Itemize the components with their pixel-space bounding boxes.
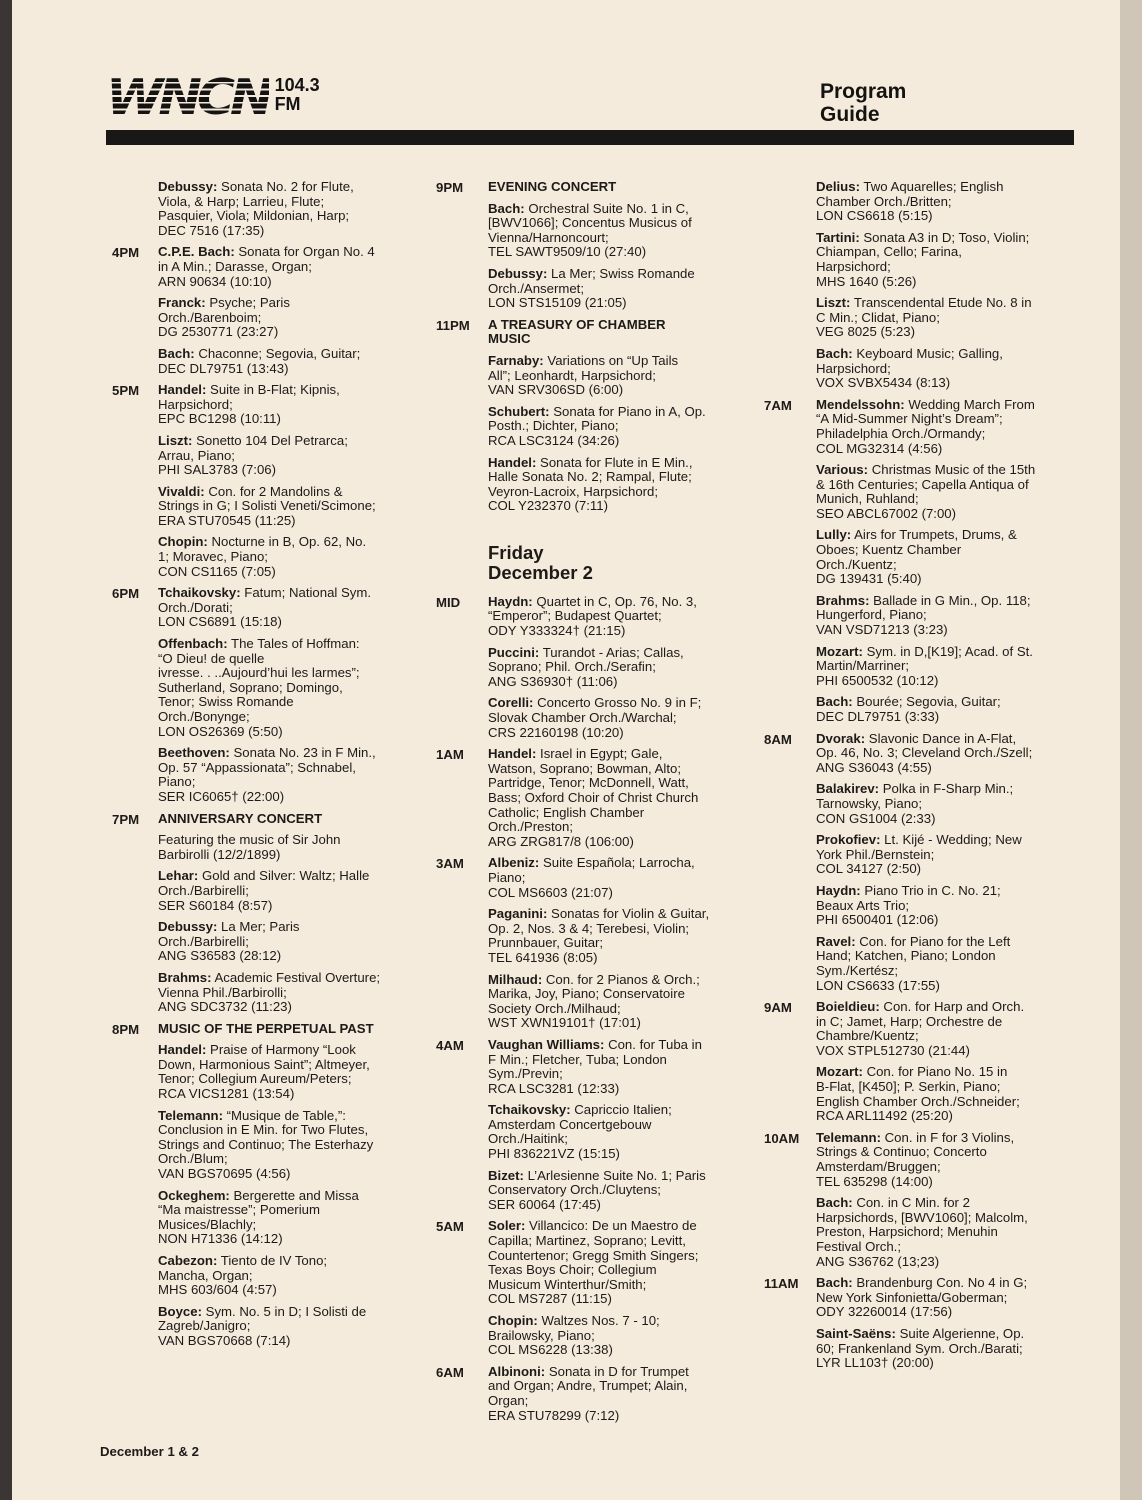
slot-entries [158,383,422,586]
listing-entry [816,645,1074,689]
composer: Dvorak: [816,730,866,746]
time-slot [436,318,752,521]
listing-details: Praise of Harmony “Look Down, Harmonious Saint”; Altmeyer, Tenor; Collegium Aureum/Peters; RCA VICS1281 (13:54) [158,1042,370,1102]
listing-entry [158,833,422,862]
time-label: 7AM [764,397,792,413]
listing-details: Turandot - Arias; Callas, Soprano; Phil. Orch./Serafin; ANG S36930† (11:06) [488,644,684,689]
time-label: 8AM [764,731,792,747]
listing-details: Slavonic Dance in A-Flat, Op. 46, No. 3; Cleveland Orch./Szell; ANG S36043 (4:55) [816,730,1033,775]
composer: Bach: [816,1275,853,1291]
time-slot [436,747,752,856]
time-label: 6PM [112,586,140,602]
listing-details: Sonata A3 in D; Toso, Violin; Chiampan, Cello; Farina, Harpsichord; MHS 1640 (5:26) [816,229,1030,289]
listing-details: Sonata No. 2 for Flute, Viola, & Harp; Larrieu, Flute; Pasquier, Viola; Mildonian, Harp; DEC 7516 (17:35) [158,179,354,238]
listing-details: Bergerette and Missa “Ma maistresse”; Pomerium Musices/Blachly; NON H71336 (14:12) [158,1187,359,1247]
time-slot [764,180,1074,398]
composer: Bach: [158,345,195,361]
listing-entry [488,1169,752,1213]
slot-entries [816,398,1074,732]
listing-entry [816,833,1074,877]
logo-frequency [275,76,320,114]
listing-details: Con. for 2 Pianos & Orch.; Marika, Joy, Piano; Conservatoire Society Orch./Milhaud; WST XWN19101† (17:01) [488,971,700,1031]
composer: Chopin: [158,534,208,550]
composer: Debussy: [158,919,218,935]
listing-details: Sonata in D for Trumpet and Organ; Andre, Trumpet; Alain, Organ; ERA STU78299 (7:12) [488,1363,689,1423]
listing-entry [488,202,752,260]
listing-details: Piano Trio in C. No. 21; Beaux Arts Trio; PHI 6500401 (12:06) [816,882,1001,928]
composer: Handel: [488,746,537,762]
listing-entry [158,245,422,289]
slot-entries [158,1022,422,1356]
slot-entries [488,747,752,856]
composer: Soler: [488,1218,526,1234]
program-title: ANNIVERSARY CONCERT [158,810,323,826]
time-slot [112,586,422,811]
listing-details: Con. for Harp and Orch. in C; Jamet, Harp; Orchestre de Chambre/Kuentz; VOX STPL512730 (21:44) [816,999,1025,1058]
composer: Cabezon: [158,1253,218,1268]
slot-entries [488,180,752,318]
listing-entry [816,1065,1074,1123]
composer: Lehar: [158,868,199,884]
listing-entry [816,782,1074,826]
listing-entry [488,267,752,311]
program-title: MUSIC OF THE PERPETUAL PAST [158,1020,374,1036]
listing-entry [158,1254,422,1298]
composer: Schubert: [488,403,550,419]
time-label: 1AM [436,747,464,763]
listing-details: Con. for Piano for the Left Hand; Katchen, Piano; London Sym./Kertész; LON CS6633 (17:55) [816,933,1011,993]
time-slot [112,245,422,383]
listing-entry [158,1043,422,1101]
listing-entry [488,595,752,639]
composer: Debussy: [488,265,548,281]
listing-details: Variations on “Up Tails All”; Leonhardt, Harpsichord; VAN SRV306SD (6:00) [488,352,679,398]
time-label: 11AM [764,1276,799,1292]
time-label: 9PM [436,180,464,195]
composer: Farnaby: [488,352,544,368]
listing-entry [488,354,752,398]
composer: Brahms: [158,969,212,985]
frequency: 104.3 [274,75,320,95]
time-slot [764,732,1074,1001]
page-edge [1120,0,1142,1500]
composer: Brahms: [816,592,870,608]
listing-details: L’Arlesienne Suite No. 1; Paris Conservatory Orch./Cluytens; SER 60064 (17:45) [488,1167,706,1212]
composer: Bach: [488,200,525,216]
page-title [820,80,906,126]
time-slot [764,398,1074,732]
listing-details: Sym. No. 5 in D; I Solisti de Zagreb/Janigro; VAN BGS70668 (7:14) [158,1303,367,1348]
composer: Vivaldi: [158,483,205,499]
composer: Bizet: [488,1167,524,1183]
composer: C.P.E. Bach: [158,244,235,260]
listing-entry [816,347,1074,391]
time-label: 4AM [436,1037,464,1053]
listing-details: The Tales of Hoffman: “O Dieu! de quelle ivresse. . ..Aujourd’hui les larmes”; Sutherland, Soprano; Domingo, Tenor; Swiss Romande Orch./Bonynge; LON OS26369 (5:50) [158,636,360,739]
logo-word: WNCN [106,69,269,127]
header-rule [106,130,1074,145]
composer: Tchaikovsky: [488,1102,571,1118]
footer-date: December 1 & 2 [100,1444,199,1459]
listing-details: Polka in F-Sharp Min.; Tarnowsky, Piano; CON GS1004 (2:33) [816,781,1014,826]
time-label: 4PM [112,245,140,261]
listing-details: La Mer; Paris Orch./Barbirelli; ANG S36583 (28:12) [158,919,300,964]
listing-entry [158,296,422,340]
listing-entry [158,180,422,238]
listing-details: Tiento de IV Tono; Mancha, Organ; MHS 603/604 (4:57) [158,1253,328,1298]
composer: Bach: [816,1195,853,1211]
listing-details: Con. for 2 Mandolins & Strings in G; I Solisti Veneti/Scimone; ERA STU70545 (11:25) [158,483,376,528]
listing-details: Sym. in D,[K19]; Acad. of St. Martin/Marriner; PHI 6500532 (10:12) [816,643,1033,688]
listing-entry [158,1109,422,1182]
composer: Boieldieu: [816,999,880,1015]
listing-details: Con. in C Min. for 2 Harpsichords, [BWV1060]; Malcolm, Preston, Harpsichord; Menuhin Festival Orch.; ANG S36762 (13;23) [816,1195,1028,1269]
listing-details: Wedding March From “A Mid-Summer Night’s Dream”; Philadelphia Orch./Ormandy; COL MG32314 (4:56) [816,396,1035,456]
band: FM [274,94,301,114]
composer: Lully: [816,527,852,543]
listing-details: Fatum; National Sym. Orch./Dorati; LON CS6891 (15:18) [158,585,372,630]
listing-details: Capriccio Italien; Amsterdam Concertgebouw Orch./Haitink; PHI 836221VZ (15:15) [488,1102,672,1162]
composer: Handel: [158,382,207,398]
time-label: 3AM [436,856,464,872]
composer: Handel: [158,1042,207,1058]
slot-entries [816,180,1074,398]
listing-details: Gold and Silver: Waltz; Halle Orch./Barbirelli; SER S60184 (8:57) [158,868,370,913]
time-label: 11PM [436,317,470,333]
slot-entries [488,1038,752,1220]
listing-entry [816,180,1074,224]
listing-entry [158,485,422,529]
listing-details: Sonetto 104 Del Petrarca; Arrau, Piano; PHI SAL3783 (7:06) [158,432,348,478]
listing-details: Ballade in G Min., Op. 118; Hungerford, Piano; VAN VSD71213 (3:23) [816,592,1031,638]
composer: Corelli: [488,695,534,711]
listing-entry [488,1038,752,1096]
listing-details: Sonata for Flute in E Min., Halle Sonata No. 2; Rampal, Flute; Veyron-Lacroix, Harpsichord; COL Y232370 (7:11) [488,454,693,514]
listing-details: Lt. Kijé - Wedding; New York Phil./Bernstein; COL 34127 (2:50) [816,832,1022,877]
listing-details: “Musique de Table,”: Conclusion in E Min. for Two Flutes, Strings and Continuo; The Esterhazy Orch./Blum; VAN BGS70695 (4:56) [158,1107,374,1182]
composer: Chopin: [488,1313,538,1328]
composer: Delius: [816,179,860,194]
time-slot [764,1000,1074,1131]
composer: Haydn: [816,882,861,898]
listing-details: Villancico: De un Maestro de Capilla; Martinez, Soprano; Levitt, Countertenor; Gregg Smith Singers; Texas Boys Choir; Collegium Musicum Winterthur/Smith; COL MS7287 (11:15) [488,1218,699,1307]
column-3 [764,180,1074,1378]
composer: Milhaud: [488,971,543,987]
title-line-1: Program [820,80,907,103]
slot-entries [816,1276,1074,1378]
time-slot [112,180,422,245]
slot-entries [158,586,422,811]
listing-details: La Mer; Swiss Romande Orch./Ansermet; LON STS15109 (21:05) [488,265,695,311]
time-slot [436,1219,752,1364]
listing-details: Brandenburg Con. No 4 in G; New York Sinfonietta/Goberman; ODY 32260014 (17:56) [816,1275,1028,1320]
composer: Beethoven: [158,745,230,761]
composer: Mozart: [816,1064,863,1080]
listing-entry [488,1314,752,1358]
listing-entry [488,1219,752,1307]
listing-entry [816,398,1074,456]
composer: Liszt: [158,432,193,448]
listing-entry [488,907,752,965]
listing-details: Suite in B-Flat; Kipnis, Harpsichord; EPC BC1298 (10:11) [158,382,340,427]
listing-entry [158,869,422,913]
composer: Franck: [158,295,206,311]
slot-entries [158,245,422,383]
composer: Ockeghem: [158,1187,230,1203]
listing-details: Academic Festival Overture; Vienna Phil./Barbirolli; ANG SDC3732 (11:23) [158,969,381,1015]
slot-entries [488,318,752,521]
listing-entry [488,1365,752,1423]
time-slot [436,1038,752,1220]
composer: Prokofiev: [816,832,881,848]
listing-entry [488,405,752,449]
listing-details: Con. for Piano No. 15 in B-Flat, [K450]; P. Serkin, Piano; English Chamber Orch./Schneider; RCA ARL11492 (25:20) [816,1064,1020,1124]
listing-entry [158,347,422,376]
time-slot [436,180,752,318]
composer: Ravel: [816,933,856,949]
listing-entry [816,463,1074,521]
listing-entry [816,884,1074,928]
listing-details: Suite Algerienne, Op. 60; Frankenland Sym. Orch./Barati; LYR LL103† (20:00) [816,1325,1025,1371]
listing-details: Sonata No. 23 in F Min., Op. 57 “Appassionata”; Schnabel, Piano; SER IC6065† (22:00) [158,745,376,804]
listing-entry [816,1131,1074,1189]
day-heading: Friday December 2 [488,541,593,583]
slot-entries [816,732,1074,1001]
composer: Mozart: [816,643,863,659]
listing-details: Transcendental Etude No. 8 in C Min.; Clidat, Piano; VEG 8025 (5:23) [816,295,1032,340]
listing-details: Bourée; Segovia, Guitar; DEC DL79751 (3:33) [816,694,1001,724]
composer: Saint-Saëns: [816,1325,896,1341]
listing-entry [488,747,752,849]
listing-entry [816,1327,1074,1371]
time-label: 7PM [112,811,140,827]
time-slot [764,1131,1074,1276]
listing-details: Israel in Egypt; Gale, Watson, Soprano; Bowman, Alto; Partridge, Tenor; McDonnell, Watt, Bass; Oxford Choir of Christ Church Catholic; English Chamber Orch./Preston; ARG ZRG817/8 (106:00) [488,746,699,849]
composer: Bach: [816,694,853,710]
time-label: 6AM [436,1364,464,1380]
listing-entry [158,1189,422,1247]
listing-details: Sonatas for Violin & Guitar, Op. 2, Nos. 3 & 4; Terebesi, Violin; Prunnbauer, Guitar; TEL 641936 (8:05) [488,906,710,965]
slot-entries [158,180,422,245]
listing-entry [158,746,422,804]
listing-details: Con. in F for 3 Violins, Strings & Continuo; Concerto Amsterdam/Bruggen; TEL 635298 (14:00) [816,1129,1015,1189]
listing-details: Sonata for Piano in A, Op. Posth.; Dichter, Piano; RCA LSC3124 (34:26) [488,403,706,448]
composer: Boyce: [158,1303,202,1319]
listing-details: Orchestral Suite No. 1 in C, [BWV1066]; Concentus Musicus of Vienna/Harnoncourt; TEL SAWT9509/10 (27:40) [488,200,692,260]
time-label: 10AM [764,1130,800,1146]
title-line-2: Guide [820,103,880,126]
listing-entry [158,1305,422,1349]
composer: Telemann: [816,1129,881,1145]
listing-details: Featuring the music of Sir John Barbirolli (12/2/1899) [158,832,341,862]
composer: Balakirev: [816,781,880,797]
listing-details: Suite Española; Larrocha, Piano; COL MS6603 (21:07) [488,855,695,900]
time-slot [764,1276,1074,1378]
listing-entry [158,434,422,478]
listing-entry [158,383,422,427]
listing-entry [488,456,752,514]
time-label: 9AM [764,1000,792,1016]
listing-entry [816,1276,1074,1320]
time-slot [112,1022,422,1356]
listing-entry [816,732,1074,776]
listing-entry [816,528,1074,586]
listing-details: Airs for Trumpets, Drums, & Oboes; Kuentz Chamber Orch./Kuentz; DG 139431 (5:40) [816,527,1017,587]
time-slot [436,595,752,747]
slot-entries [158,812,422,1022]
slot-entries [488,1219,752,1364]
listing-details: Chaconne; Segovia, Guitar; DEC DL79751 (13:43) [158,345,361,376]
listing-entry [488,696,752,740]
time-slot [112,812,422,1022]
listing-entry [488,856,752,900]
time-label [764,180,816,181]
listing-entry [158,971,422,1015]
program-title: EVENING CONCERT [488,179,617,194]
listing-details: Keyboard Music; Galling, Harpsichord; VOX SVBX5434 (8:13) [816,345,1003,391]
listing-entry [158,637,422,739]
listing-entry [488,1103,752,1161]
listing-details: Concerto Grosso No. 9 in F; Slovak Chamber Orch./Warchal; CRS 22160198 (10:20) [488,695,702,740]
listing-details: Nocturne in B, Op. 62, No. 1; Moravec, Piano; CON CS1165 (7:05) [158,534,367,579]
program-title: A TREASURY OF CHAMBER MUSIC [488,316,666,347]
composer: Telemann: [158,1107,223,1123]
time-label: 5PM [112,383,140,399]
slot-entries [488,1365,752,1430]
listing-entry [158,586,422,630]
time-slot [436,856,752,1038]
composer: Mendelssohn: [816,396,905,412]
listing-entry [816,594,1074,638]
composer: Albinoni: [488,1363,546,1379]
time-label [112,180,158,181]
time-label: MID [436,594,461,610]
listing-entry [816,1000,1074,1058]
listing-entry [488,646,752,690]
slot-entries [488,595,752,747]
listing-entry [158,535,422,579]
time-label: 5AM [436,1219,464,1235]
listing-details: Waltzes Nos. 7 - 10; Brailowsky, Piano; COL MS6228 (13:38) [488,1313,660,1358]
composer: Various: [816,462,869,478]
slot-entries [816,1131,1074,1276]
composer: Puccini: [488,644,540,660]
time-label: 8PM [112,1021,140,1037]
composer: Bach: [816,345,853,361]
composer: Vaughan Williams: [488,1036,605,1052]
listing-entry [816,296,1074,340]
time-slot [436,1365,752,1430]
listing-details: Christmas Music of the 15th & 16th Centuries; Capella Antiqua of Munich, Ruhland; SEO ABCL67002 (7:00) [816,462,1036,521]
listing-entry [816,695,1074,724]
composer: Haydn: [488,593,533,609]
column-2 [436,180,752,1430]
listing-details: Con. for Tuba in F Min.; Fletcher, Tuba; London Sym./Previn; RCA LSC3281 (12:33) [488,1036,702,1096]
listing-entry [816,935,1074,993]
slot-entries [816,1000,1074,1131]
listing-details: Two Aquarelles; English Chamber Orch./Britten; LON CS6618 (5:15) [816,179,1004,224]
composer: Handel: [488,454,537,470]
station-logo [106,69,320,127]
composer: Paganini: [488,906,548,922]
listing-details: Psyche; Paris Orch./Barenboim; DG 2530771 (23:27) [158,295,290,340]
composer: Tartini: [816,229,860,245]
composer: Tchaikovsky: [158,585,241,601]
time-slot [112,383,422,586]
listing-details: Quartet in C, Op. 76, No. 3, “Emperor”; Budapest Quartet; ODY Y333324† (21:15) [488,593,697,639]
listing-entry [816,1196,1074,1269]
composer: Offenbach: [158,636,228,652]
composer: Debussy: [158,179,218,194]
slot-entries [488,856,752,1038]
composer: Albeniz: [488,855,540,871]
listing-entry [158,920,422,964]
binding-edge [0,0,12,1500]
composer: Liszt: [816,295,851,311]
column-1 [112,180,422,1356]
listing-details: Sonata for Organ No. 4 in A Min.; Darasse, Organ; ARN 90634 (10:10) [158,244,375,289]
listing-entry [488,973,752,1031]
listing-entry [816,231,1074,289]
